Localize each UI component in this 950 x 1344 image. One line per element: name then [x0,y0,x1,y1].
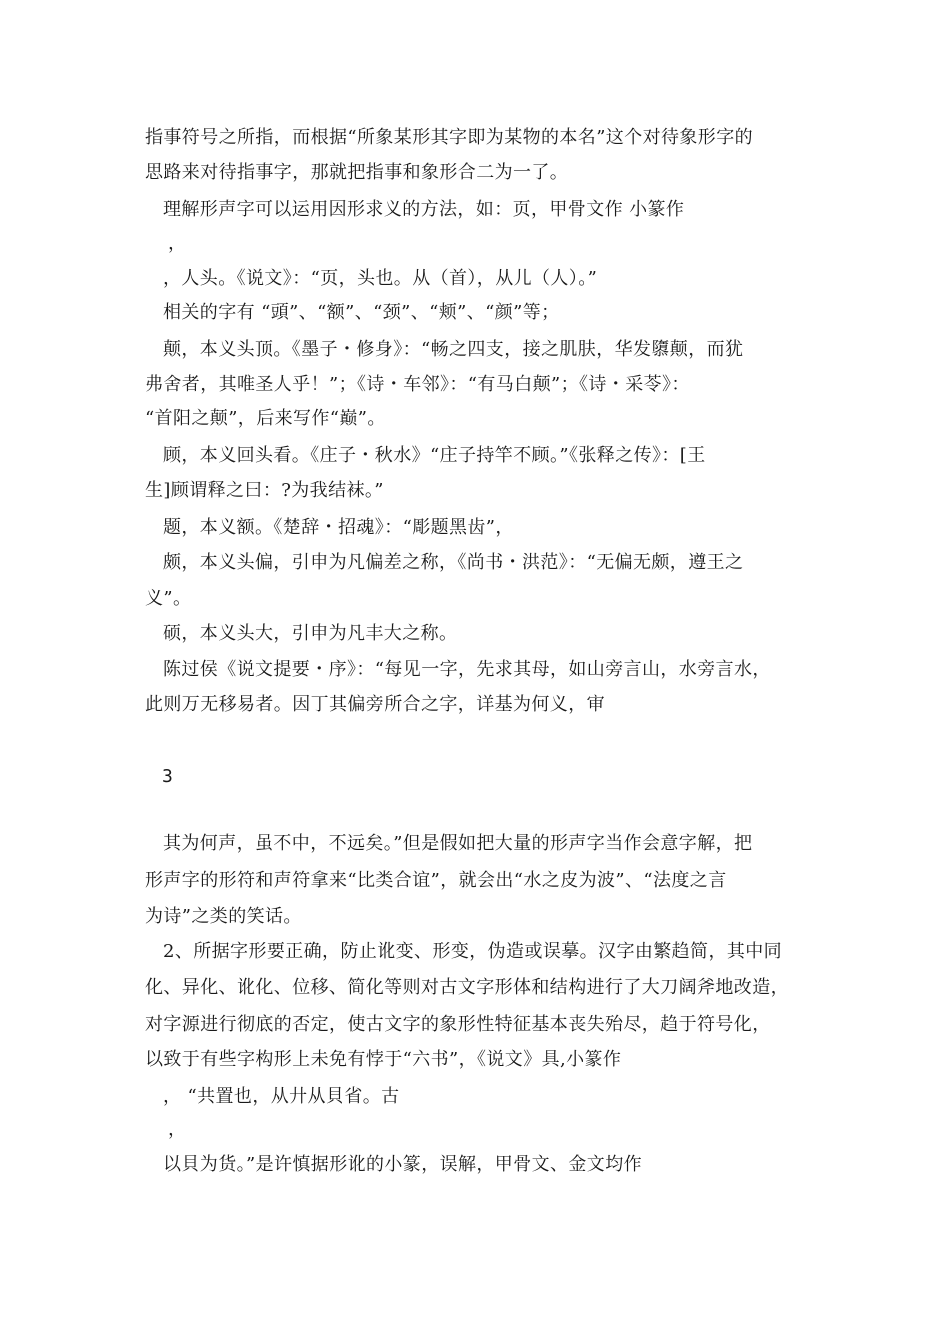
text-line: ， [168,233,187,254]
text-line: 2、所据字形要正确，防止讹变、形变，伪造或误摹。汉字由繁趋简，其中同 [163,941,783,962]
text-line: 化、异化、讹化、位移、简化等则对古文字形体和结构进行了大刀阔斧地改造， [145,977,789,998]
text-line: 形声字的形符和声符拿来“比类合谊”，就会出“水之皮为波”、“法度之言 [145,870,727,891]
text-line: 相关的字有 “頭”、“额”、“颈”、“颊”、“颜”等； [163,302,560,323]
text-line: 指事符号之所指，而根据“所象某形其字即为某物的本名”这个对待象形字的 [145,127,754,148]
page-number: 3 [162,766,173,787]
text-line: 颠，本义头顶。《墨子・修身》：“畅之四支，接之肌肤，华发隳颠，而犹 [163,339,744,360]
text-line: 以貝为货。”是许慎据形讹的小篆，误解，甲骨文、金文均作 [163,1154,642,1175]
text-line: 颇，本义头偏，引申为凡偏差之称，《尚书・洪范》：“无偏无颇，遵王之 [163,552,744,573]
text-line: 此则万无移易者。因丁其偏旁所合之字，详基为何义，审 [145,694,605,715]
text-line: ，人头。《说文》：“页，头也。从（首），从儿（人）。” [163,268,598,289]
text-line: 义”。 [145,588,192,609]
text-line: ， “共置也，从廾从貝省。古 [163,1086,400,1107]
text-line: 对字源进行彻底的否定，使古文字的象形性特征基本丧失殆尽，趋于符号化， [145,1014,771,1035]
text-line: “首阳之颠”，后来写作“巅”。 [145,408,386,429]
text-line: 顾，本义回头看。《庄子・秋水》“庄子持竿不顾。”《张释之传》：[王 [163,445,706,466]
text-line: 陈过侯《说文提要・序》：“每见一字，先求其母，如山旁言山，水旁言水， [163,659,771,680]
text-line: 理解形声字可以运用因形求义的方法，如：页，甲骨文作 小篆作 [163,199,685,220]
text-line: 生]顾谓释之曰：?为我结袜。” [145,480,384,501]
text-line: 为诗”之类的笑话。 [145,906,302,927]
text-line: 以致于有些字构形上未免有悖于“六书”，《说文》具,小篆作 [145,1049,622,1070]
text-line: 题，本义额。《楚辞・招魂》：“彫题黑齿”， [163,517,514,538]
text-line: 其为何声，虽不中，不远矣。”但是假如把大量的形声字当作会意字解，把 [163,833,753,854]
text-line: 弗舍者，其唯圣人乎！”；《诗・车邻》：“有马白颠”；《诗・采苓》： [145,374,690,395]
text-line: ， [168,1119,187,1140]
text-line: 思路来对待指事字，那就把指事和象形合二为一了。 [145,162,569,183]
text-line: 硕，本义头大，引申为凡丰大之称。 [163,623,458,644]
